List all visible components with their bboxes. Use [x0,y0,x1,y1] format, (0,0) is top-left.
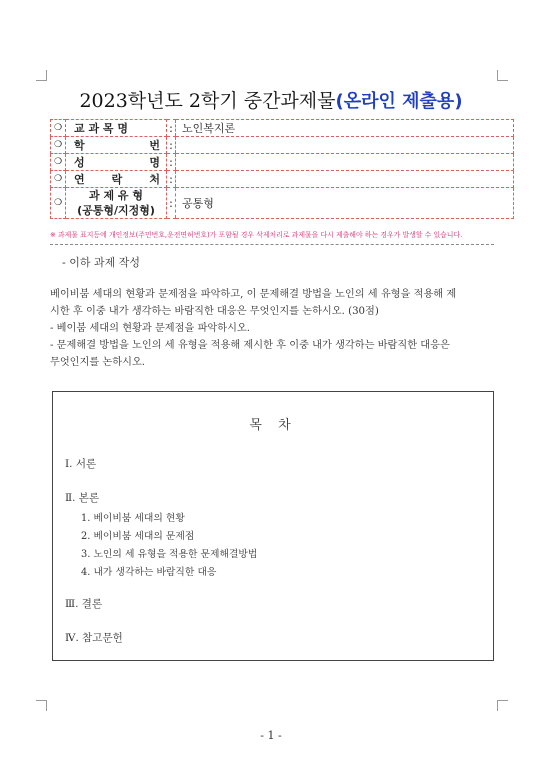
colon: : [167,154,176,171]
toc-section: Ⅲ. 결론 [65,598,103,610]
label-char: 번 [149,139,160,152]
body-bullet-1: - 베이붐 세대의 현황과 문제점을 파악하시오. [50,323,251,334]
toc-subitem: 3. 노인의 세 유형을 적용한 문제해결방법 [81,549,258,560]
section-subhead: - 이하 과제 작성 [62,256,140,269]
bullet-icon: ❍ [51,120,66,137]
body-bullet-2-line2: 무엇인지를 논하시오. [50,357,146,368]
course-name-value: 노인복지론 [176,120,514,137]
name-label [66,154,166,170]
contact-field[interactable] [176,171,514,188]
label-char: 연 [74,173,85,186]
privacy-notice: ※ 과제물 표지등에 개인정보(주민번호,운전면허번호)가 포함될 경우 삭제처리로 과제물을 다시 제출해야 하는 경우가 발생할 수 있습니다. [50,231,463,239]
divider [50,244,494,245]
student-id-field[interactable] [176,137,514,154]
crop-mark-bottom-right [497,700,508,711]
info-label [66,137,167,154]
contact-label [66,171,166,187]
info-row-name [51,154,514,171]
colon: : [167,188,176,219]
page-title [0,86,542,113]
assignment-type-label-line1: 과 제 유 형 [89,189,143,202]
info-row-assignment-type [51,188,514,219]
student-id-label [66,137,166,153]
toc-subitem: 4. 내가 생각하는 바람직한 대응 [81,567,217,578]
info-row-student-id [51,137,514,154]
label-char: 성 [74,156,85,169]
body-bullet-2-line1: - 문제해결 방법을 노인의 세 유형을 적용해 제시한 후 이중 내가 생각하는 바람직한 대응은 [50,340,450,351]
info-label [66,120,167,137]
info-row-course [51,120,514,137]
assignment-type-label [66,188,167,219]
bullet-icon: ❍ [51,188,66,219]
info-row-contact [51,171,514,188]
label-char: 락 [111,173,123,186]
body-paragraph-line: 베이비붐 세대의 현황과 문제점을 파악하고, 이 문제해결 방법을 노인의 세 유형을 적용해 제 [50,289,457,300]
colon: : [167,137,176,154]
assignment-type-label-line2: (공통형/지정형) [77,204,155,217]
info-label [66,171,167,188]
name-field[interactable] [176,154,514,171]
title-highlight: (온라인 제출용) [335,91,463,112]
body-paragraph-line: 시한 후 이중 내가 생각하는 바람직한 대응은 무엇인지를 논하시오. (30점) [50,306,379,317]
toc-title: 목 차 [249,418,297,433]
info-label [66,154,167,171]
colon: : [167,120,176,137]
label-char: 학 [74,139,85,152]
toc-section: Ⅰ. 서론 [65,458,97,470]
title-main: 2023학년도 2학기 중간과제물 [79,90,336,112]
bullet-icon: ❍ [51,171,66,188]
crop-mark-bottom-left [36,700,47,711]
assignment-body [50,286,500,371]
bullet-icon: ❍ [51,154,66,171]
bullet-icon: ❍ [51,137,66,154]
crop-mark-top-right [497,70,508,81]
toc-section: Ⅱ. 본론 [65,492,100,504]
student-info-table [50,119,514,219]
label-char: 명 [149,156,160,169]
label-text: 교 과 목 명 [74,122,128,135]
assignment-type-value: 공통형 [176,188,514,219]
toc-subitem: 2. 베이비붐 세대의 문제점 [81,531,195,542]
colon: : [167,171,176,188]
table-of-contents [52,391,494,661]
toc-section: Ⅳ. 참고문헌 [65,632,123,644]
crop-mark-top-left [36,70,47,81]
page-number: - 1 - [260,729,282,742]
toc-subitem: 1. 베이비붐 세대의 현황 [81,513,185,524]
label-char: 처 [149,173,160,186]
